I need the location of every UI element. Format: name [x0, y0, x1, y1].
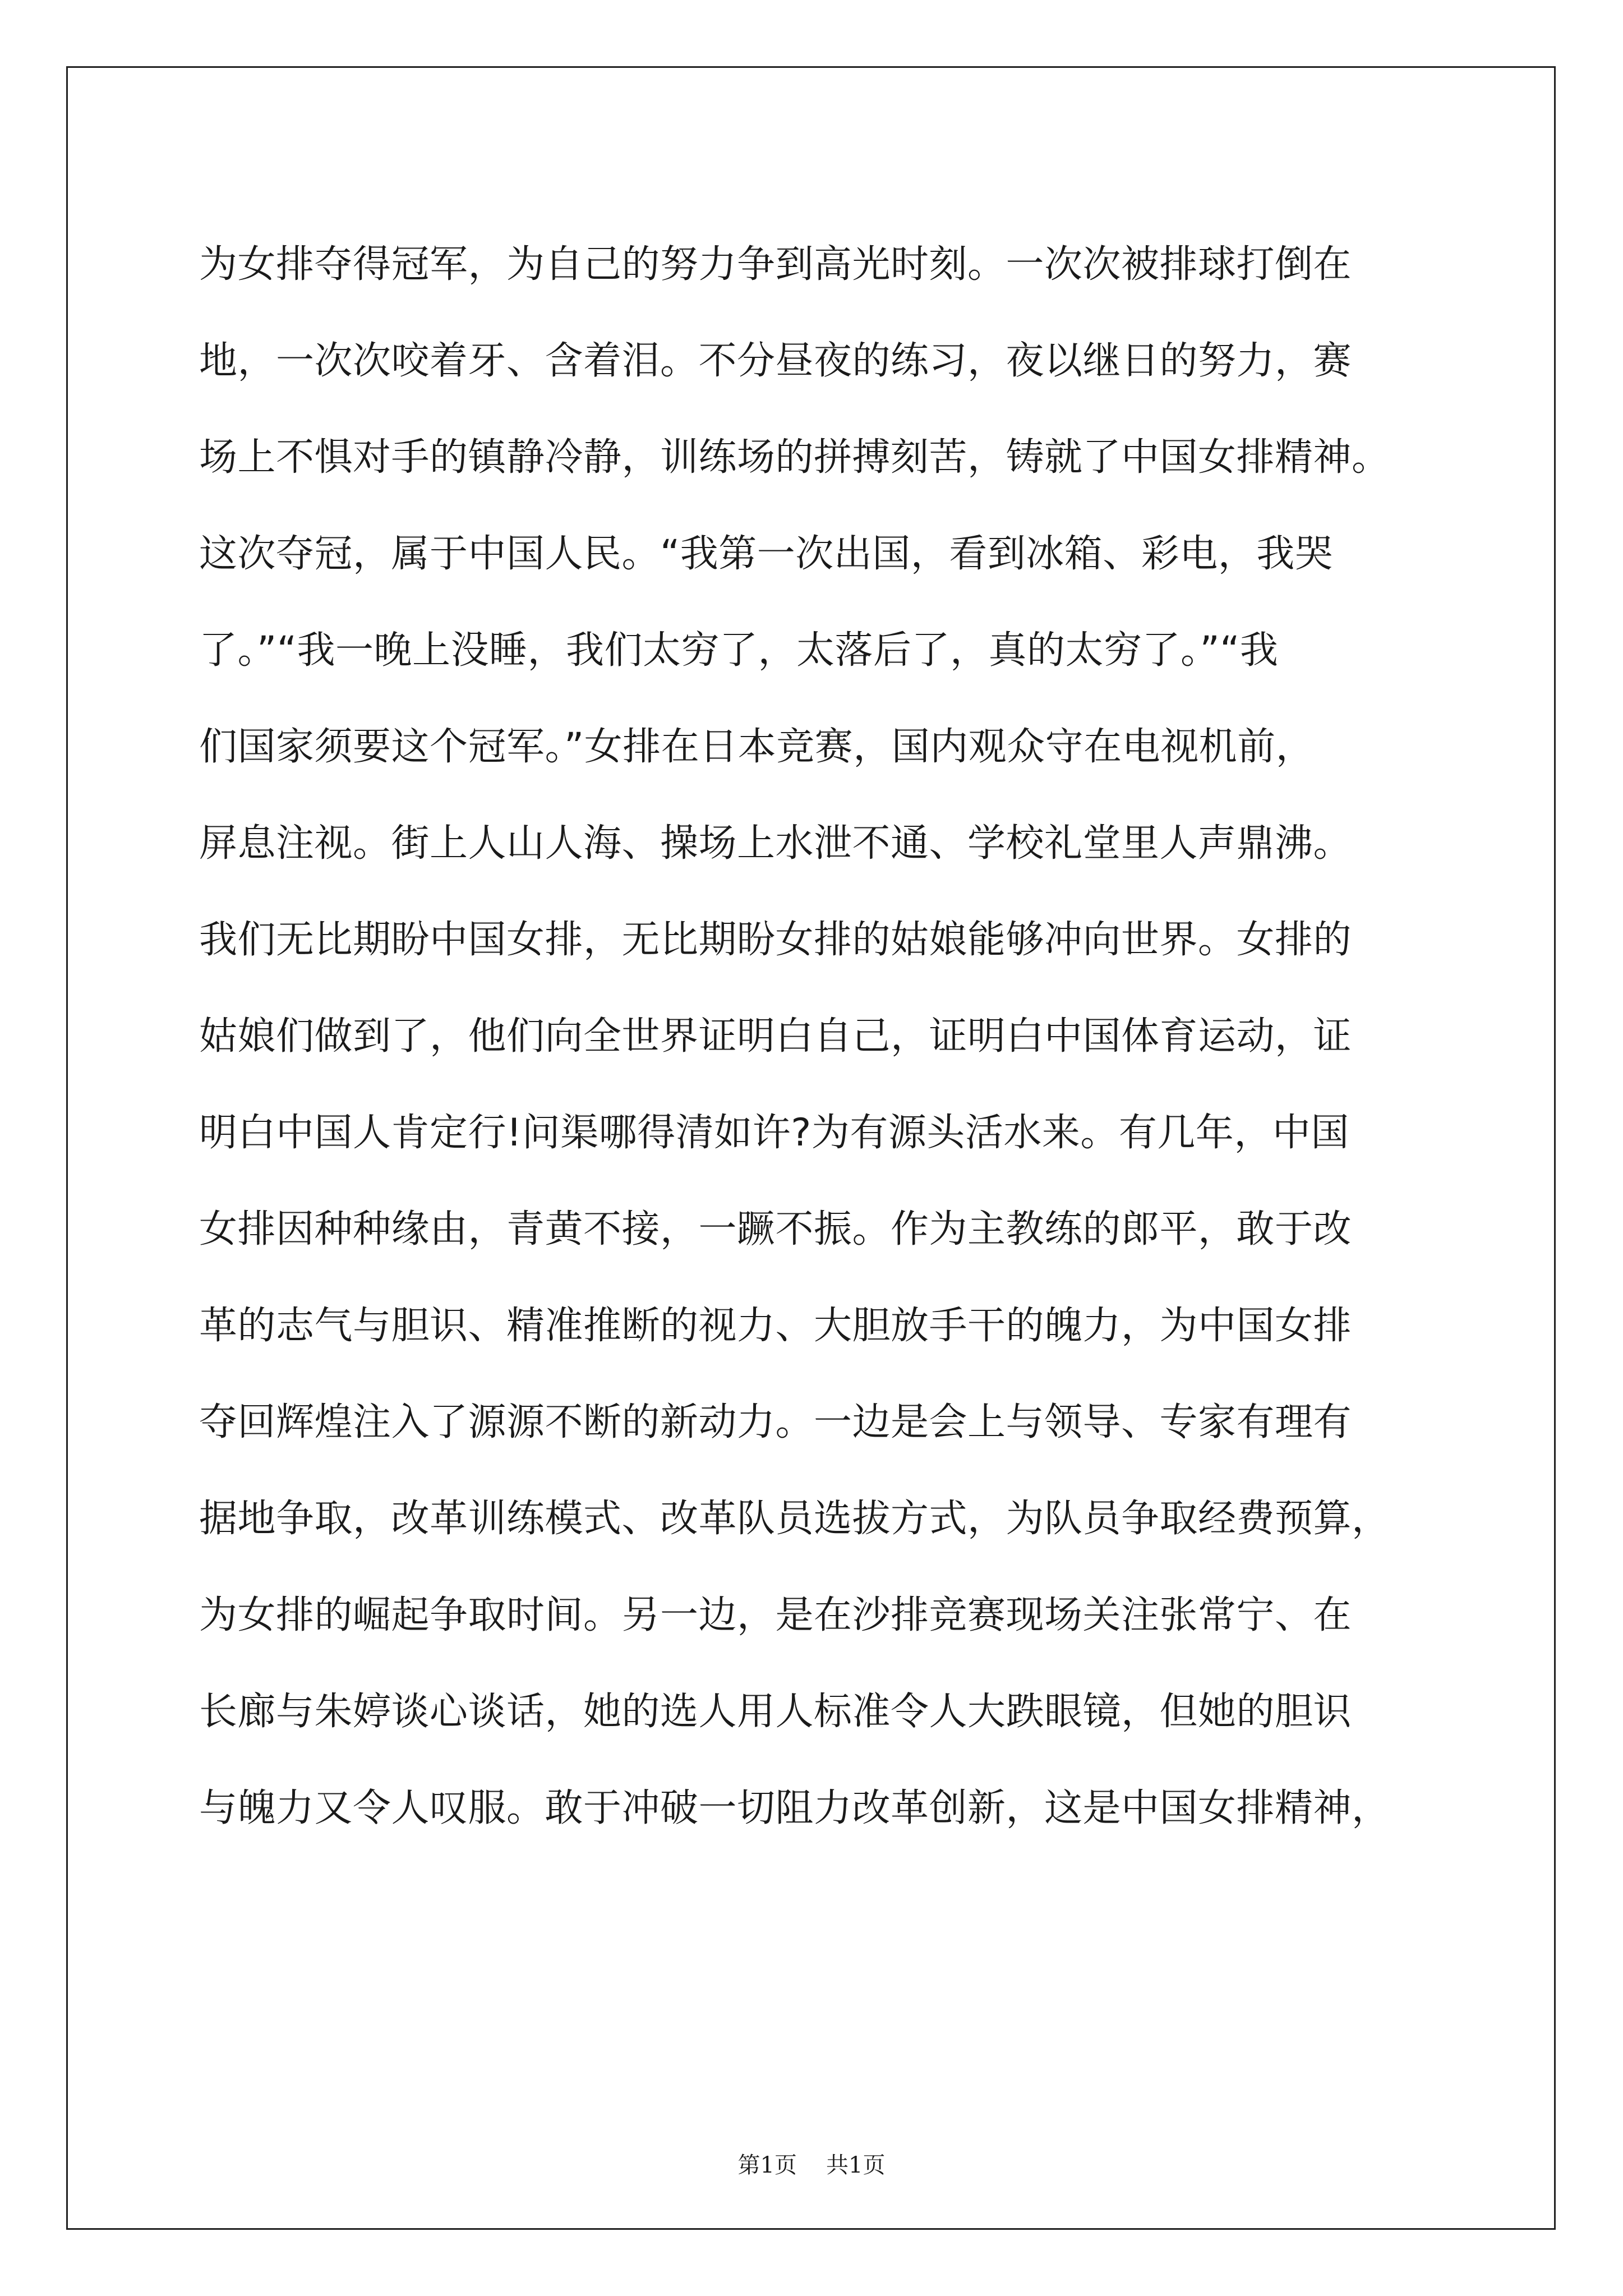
- text-line: 地，一次次咬着牙、含着泪。不分昼夜的练习，夜以继日的努力，赛: [199, 339, 1352, 383]
- text-line: 明白中国人肯定行!问渠哪得清如许?为有源头活水来。有几年，中国: [199, 1111, 1349, 1155]
- text-line: 夺回辉煌注入了源源不断的新动力。一边是会上与领导、专家有理有: [199, 1400, 1352, 1444]
- text-line: 我们无比期盼中国女排，无比期盼女排的姑娘能够冲向世界。女排的: [199, 918, 1352, 962]
- text-line: 了。”“我一晚上没睡，我们太穷了，太落后了，真的太穷了。”“我: [199, 628, 1279, 673]
- page-count: 共1页: [826, 2152, 886, 2178]
- text-line: 场上不惧对手的镇静冷静，训练场的拼搏刻苦，铸就了中国女排精神。: [199, 435, 1390, 480]
- text-line: 与魄力又令人叹服。敢于冲破一切阻力改革创新，这是中国女排精神，: [199, 1786, 1390, 1830]
- text-line: 屏息注视。街上人山人海、操场上水泄不通、学校礼堂里人声鼎沸。: [199, 821, 1352, 866]
- text-line: 为女排的崛起争取时间。另一边，是在沙排竞赛现场关注张常宁、在: [199, 1593, 1352, 1637]
- text-line: 为女排夺得冠军，为自己的努力争到高光时刻。一次次被排球打倒在: [199, 242, 1352, 287]
- text-line: 长廊与朱婷谈心谈话，她的选人用人标准令人大跌眼镜，但她的胆识: [199, 1690, 1352, 1734]
- text-line: 女排因种种缘由，青黄不接，一蹶不振。作为主教练的郎平，敢于改: [199, 1207, 1352, 1251]
- body-text: [199, 217, 1427, 1857]
- text-line: 据地争取，改革训练模式、改革队员选拔方式，为队员争取经费预算，: [199, 1497, 1390, 1541]
- page-number: 第1页: [737, 2152, 797, 2178]
- text-line: 这次夺冠，属于中国人民。“我第一次出国，看到冰箱、彩电，我哭: [199, 532, 1334, 576]
- text-line: 姑娘们做到了，他们向全世界证明白自己，证明白中国体育运动，证: [199, 1014, 1352, 1059]
- text-line: 们国家须要这个冠军。”女排在日本竞赛，国内观众守在电视机前，: [199, 725, 1315, 769]
- page-footer: [0, 2147, 1623, 2179]
- text-line: 革的志气与胆识、精准推断的视力、大胆放手干的魄力，为中国女排: [199, 1304, 1352, 1348]
